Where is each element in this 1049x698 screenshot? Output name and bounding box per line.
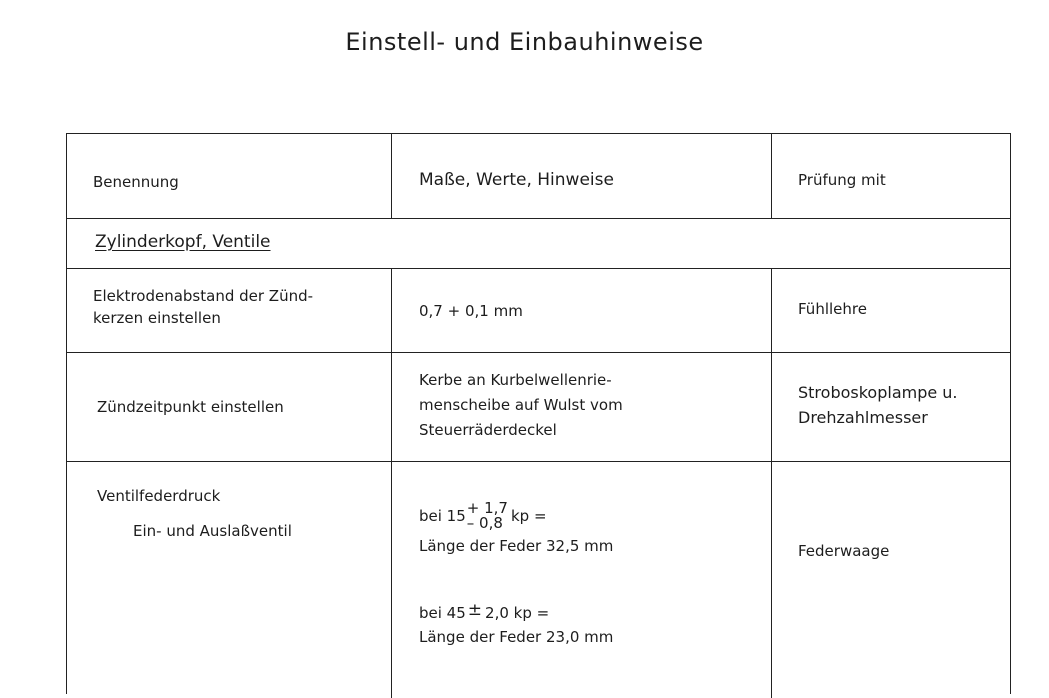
row-2-value-line: Steuerräderdeckel [419,421,557,439]
row-3-spec-1 [419,501,613,557]
row-1-name [93,285,313,329]
row-2-check-line: Drehzahlmesser [798,408,928,427]
section-divider [67,268,1010,269]
header-divider [67,218,1010,219]
spec-1-prefix: bei 15 [419,507,466,525]
row-3-spec-2 [419,599,613,648]
row-3-check: Federwaage [798,542,890,560]
column-divider [771,134,772,218]
spec-1-tol-lower: – 0,8 [466,514,503,532]
spec-1-tolerance [467,501,508,531]
spec-2-length: Länge der Feder 23,0 mm [419,628,614,646]
row-divider [67,352,1010,353]
row-2-check [798,380,958,430]
row-2-value [419,368,623,443]
header-values: Maße, Werte, Hinweise [419,170,614,190]
row-1-name-line: Elektrodenabstand der Zünd- [93,287,314,305]
spec-1-suffix: kp = [510,507,547,525]
section-title: Zylinderkopf, Ventile [95,232,271,252]
specification-table [66,133,1011,694]
spec-1-length: Länge der Feder 32,5 mm [419,537,614,555]
row-3-name-line: Ein- und Auslaßventil [133,522,292,540]
column-divider [391,134,392,218]
header-name: Benennung [93,173,179,191]
row-1-value: 0,7 + 0,1 mm [419,302,523,320]
page-title: Einstell- und Einbauhinweise [345,28,704,56]
row-2-check-line: Stroboskoplampe u. [798,383,958,402]
row-2-value-line: menscheibe auf Wulst vom [419,396,623,414]
plus-minus-symbol: ± [467,600,483,620]
column-divider [391,268,392,698]
row-2-name: Zündzeitpunkt einstellen [97,398,284,416]
spec-2-suffix: 2,0 kp = [485,604,550,622]
spec-2-prefix: bei 45 [419,604,466,622]
row-2-value-line: Kerbe an Kurbelwellenrie- [419,371,612,389]
row-divider [67,461,1010,462]
row-1-check: Fühllehre [798,300,867,318]
row-1-name-line: kerzen einstellen [93,309,221,327]
column-divider [771,268,772,698]
header-check: Prüfung mit [798,171,886,189]
row-3-name-line: Ventilfederdruck [97,487,221,505]
spec-1-tol-upper: + 1,7 [466,499,508,517]
